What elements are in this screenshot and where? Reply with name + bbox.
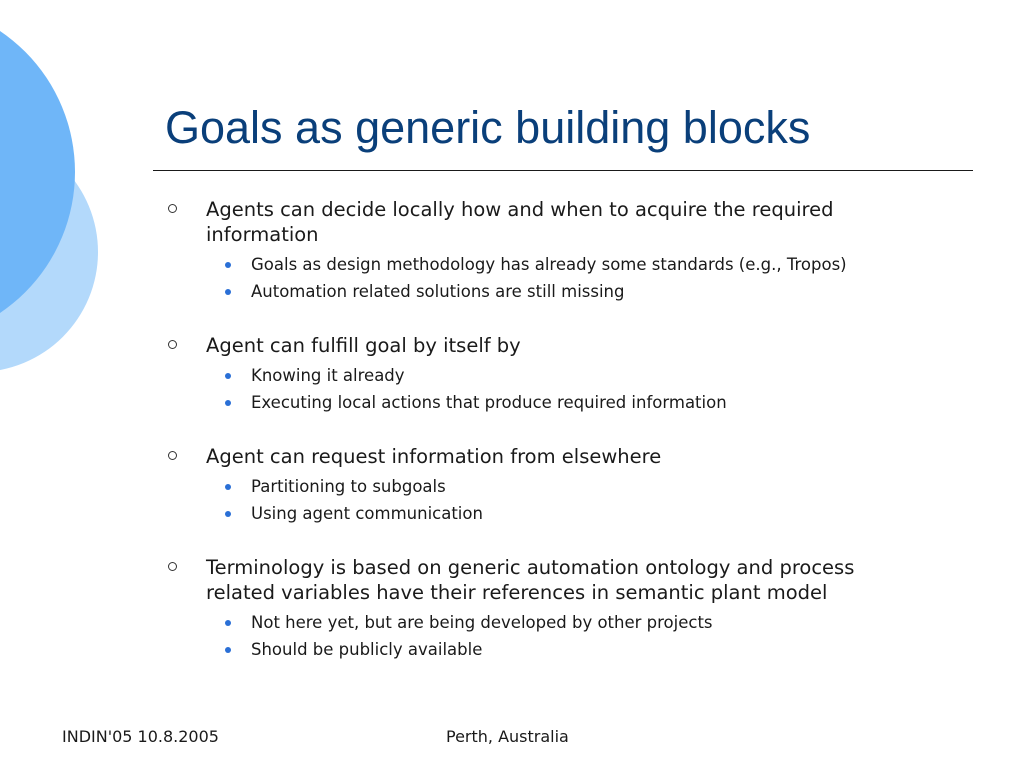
bullet-text: Terminology is based on generic automation ontology and process related variables have their references in semantic plant model xyxy=(206,556,855,604)
hollow-circle-bullet-icon xyxy=(168,204,177,213)
blue-dot-bullet-icon xyxy=(225,400,231,406)
footer-event-date: INDIN'05 10.8.2005 xyxy=(62,727,219,746)
sub-bullet-item xyxy=(168,609,928,636)
bullet-text: Agents can decide locally how and when to acquire the required information xyxy=(206,198,834,246)
bullet-group xyxy=(168,555,928,663)
hollow-circle-bullet-icon xyxy=(168,562,177,571)
sub-bullet-item xyxy=(168,389,928,416)
bullet-list xyxy=(168,197,928,691)
sub-bullet-item xyxy=(168,251,928,278)
footer-location: Perth, Australia xyxy=(446,727,569,746)
bullet-item xyxy=(168,333,928,358)
sub-bullet-text: Using agent communication xyxy=(251,504,483,523)
bullet-group xyxy=(168,197,928,305)
sub-bullet-item xyxy=(168,278,928,305)
hollow-circle-bullet-icon xyxy=(168,451,177,460)
sub-bullet-item xyxy=(168,500,928,527)
sub-bullet-text: Partitioning to subgoals xyxy=(251,477,446,496)
blue-dot-bullet-icon xyxy=(225,511,231,517)
sub-bullet-list xyxy=(168,362,928,416)
sub-bullet-text: Goals as design methodology has already some standards (e.g., Tropos) xyxy=(251,255,847,274)
sub-bullet-list xyxy=(168,473,928,527)
sub-bullet-item xyxy=(168,473,928,500)
blue-dot-bullet-icon xyxy=(225,484,231,490)
sub-bullet-item xyxy=(168,362,928,389)
blue-dot-bullet-icon xyxy=(225,620,231,626)
blue-dot-bullet-icon xyxy=(225,289,231,295)
bullet-group xyxy=(168,333,928,416)
sub-bullet-list xyxy=(168,609,928,663)
blue-dot-bullet-icon xyxy=(225,262,231,268)
blue-dot-bullet-icon xyxy=(225,373,231,379)
hollow-circle-bullet-icon xyxy=(168,340,177,349)
bullet-item xyxy=(168,197,928,247)
sub-bullet-text: Automation related solutions are still missing xyxy=(251,282,625,301)
bullet-group xyxy=(168,444,928,527)
sub-bullet-text: Not here yet, but are being developed by other projects xyxy=(251,613,713,632)
sub-bullet-list xyxy=(168,251,928,305)
bullet-text: Agent can request information from elsewhere xyxy=(206,445,662,468)
sub-bullet-item xyxy=(168,636,928,663)
bullet-item xyxy=(168,555,928,605)
slide-title: Goals as generic building blocks xyxy=(165,102,811,153)
blue-dot-bullet-icon xyxy=(225,647,231,653)
sub-bullet-text: Executing local actions that produce required information xyxy=(251,393,727,412)
sub-bullet-text: Should be publicly available xyxy=(251,640,483,659)
decorative-circles xyxy=(0,0,110,420)
bullet-item xyxy=(168,444,928,469)
bullet-text: Agent can fulfill goal by itself by xyxy=(206,334,521,357)
sub-bullet-text: Knowing it already xyxy=(251,366,405,385)
title-divider xyxy=(153,170,973,171)
